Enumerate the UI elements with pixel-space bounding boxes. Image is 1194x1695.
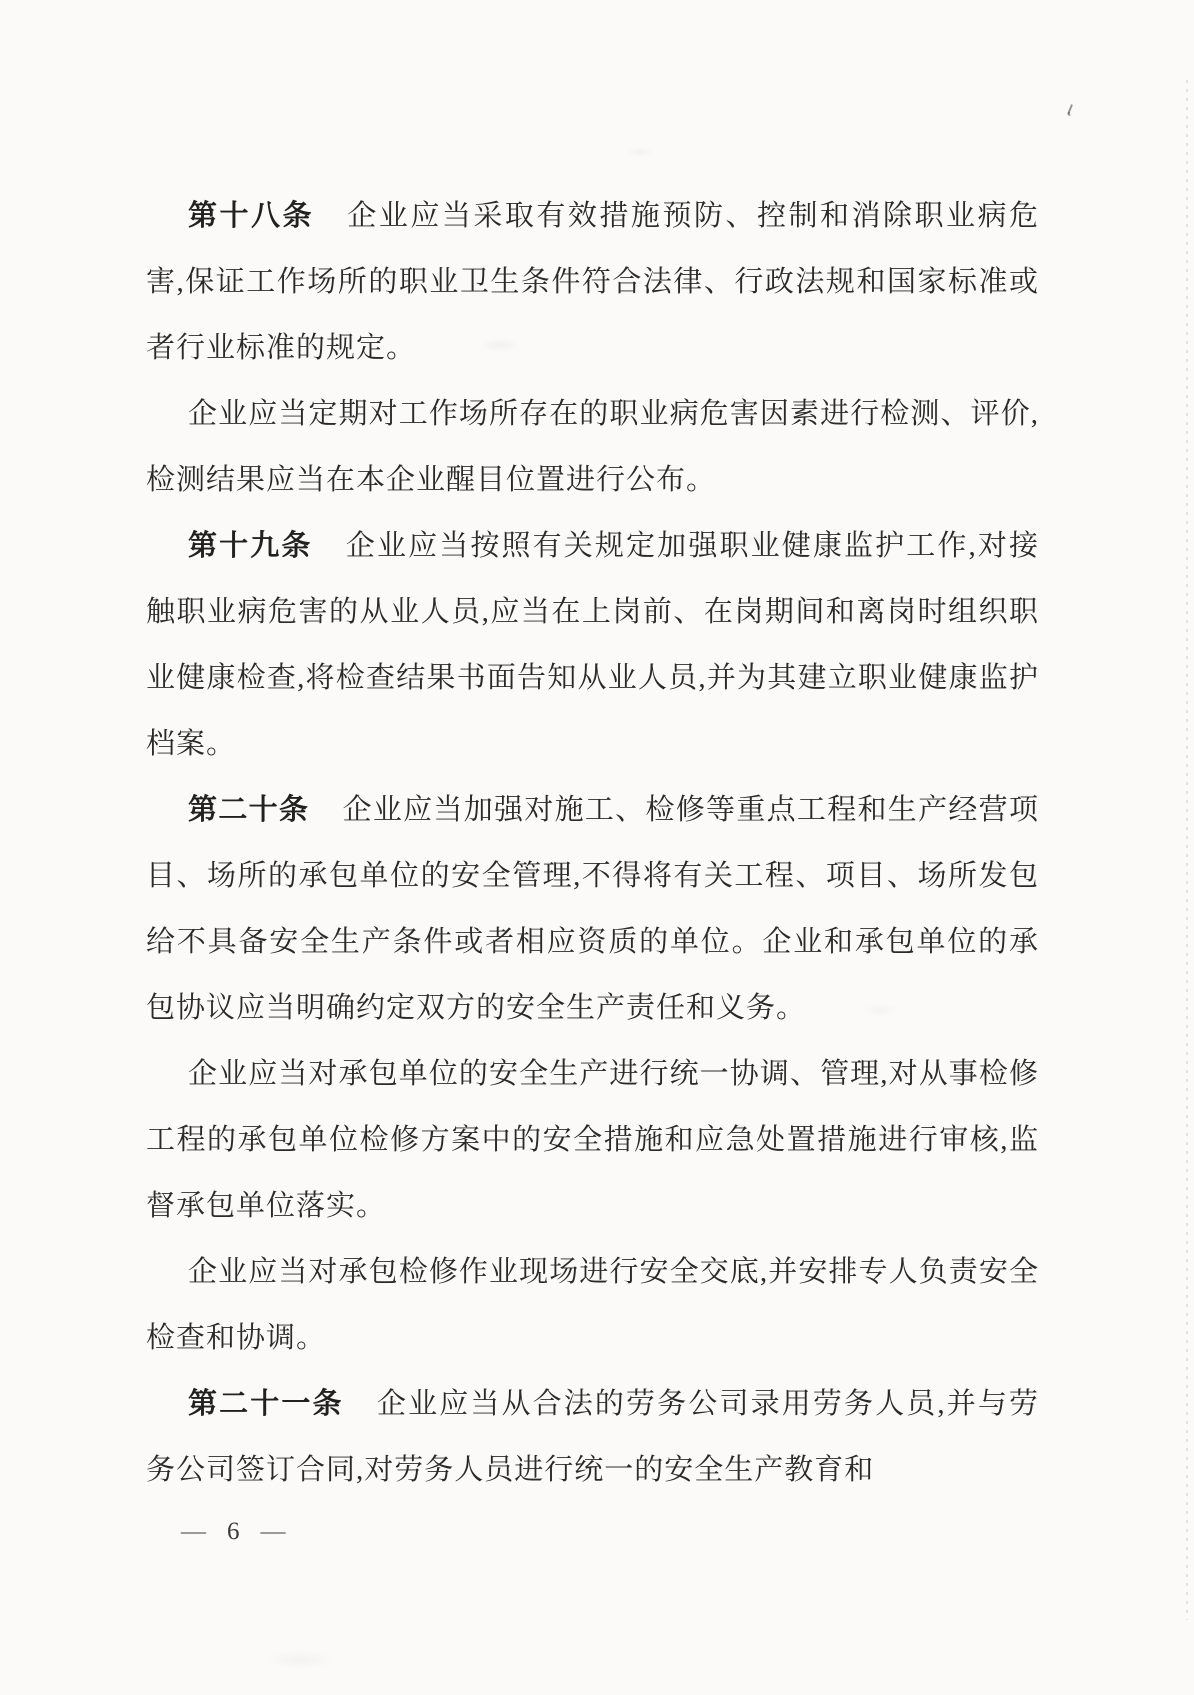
article-number-20: 第二十条 bbox=[188, 794, 310, 826]
paragraph-text: 企业应当加强对施工、检修等重点工程和生产经营项目、场所的承包单位的安全管理,不得将有关工程、项目、场所发包给不具备安全生产条件或者相应资质的单位。企业和承包单位的承包协议应当明确约定双方的安全生产责任和义务。 bbox=[146, 794, 1039, 1024]
article-number-19: 第十九条 bbox=[188, 530, 313, 562]
paragraph-article-20 bbox=[146, 777, 1039, 1041]
footer-dash-right: — bbox=[260, 1520, 286, 1544]
article-number-18: 第十八条 bbox=[188, 200, 315, 232]
paragraph-article-18 bbox=[146, 183, 1039, 381]
paragraph-article-21 bbox=[146, 1371, 1039, 1503]
paragraph-text: 企业应当从合法的劳务公司录用劳务人员,并与劳务公司签订合同,对劳务人员进行统一的安全生产教育和 bbox=[146, 1388, 1039, 1486]
paragraph-text: 企业应当对承包检修作业现场进行安全交底,并安排专人负责安全检查和协调。 bbox=[146, 1256, 1039, 1354]
footer-dash-left: — bbox=[181, 1520, 206, 1544]
document-body bbox=[146, 183, 1039, 1503]
page-number-footer bbox=[181, 1518, 286, 1546]
article-number-21: 第二十一条 bbox=[188, 1388, 344, 1420]
scan-tick-artifact bbox=[1067, 104, 1073, 115]
paragraph-article-19 bbox=[146, 513, 1039, 777]
paragraph-text: 企业应当采取有效措施预防、控制和消除职业病危害,保证工作场所的职业卫生条件符合法律、行政法规和国家标准或者行业标准的规定。 bbox=[146, 200, 1039, 364]
paragraph-text: 企业应当按照有关规定加强职业健康监护工作,对接触职业病危害的从业人员,应当在上岗前、在岗期间和离岗时组织职业健康检查,将检查结果书面告知从业人员,并为其建立职业健康监护档案。 bbox=[146, 530, 1039, 760]
paragraph-article-20-clause-2 bbox=[146, 1041, 1039, 1239]
page-number: 6 bbox=[227, 1518, 240, 1545]
paragraph-article-18-clause-2 bbox=[146, 381, 1039, 513]
paragraph-text: 企业应当对承包单位的安全生产进行统一协调、管理,对从事检修工程的承包单位检修方案中的安全措施和应急处置措施进行审核,监督承包单位落实。 bbox=[146, 1058, 1039, 1222]
paragraph-text: 企业应当定期对工作场所存在的职业病危害因素进行检测、评价,检测结果应当在本企业醒目位置进行公布。 bbox=[146, 398, 1039, 496]
scan-edge-artifact bbox=[1186, 80, 1188, 1620]
paragraph-article-20-clause-3 bbox=[146, 1239, 1039, 1371]
